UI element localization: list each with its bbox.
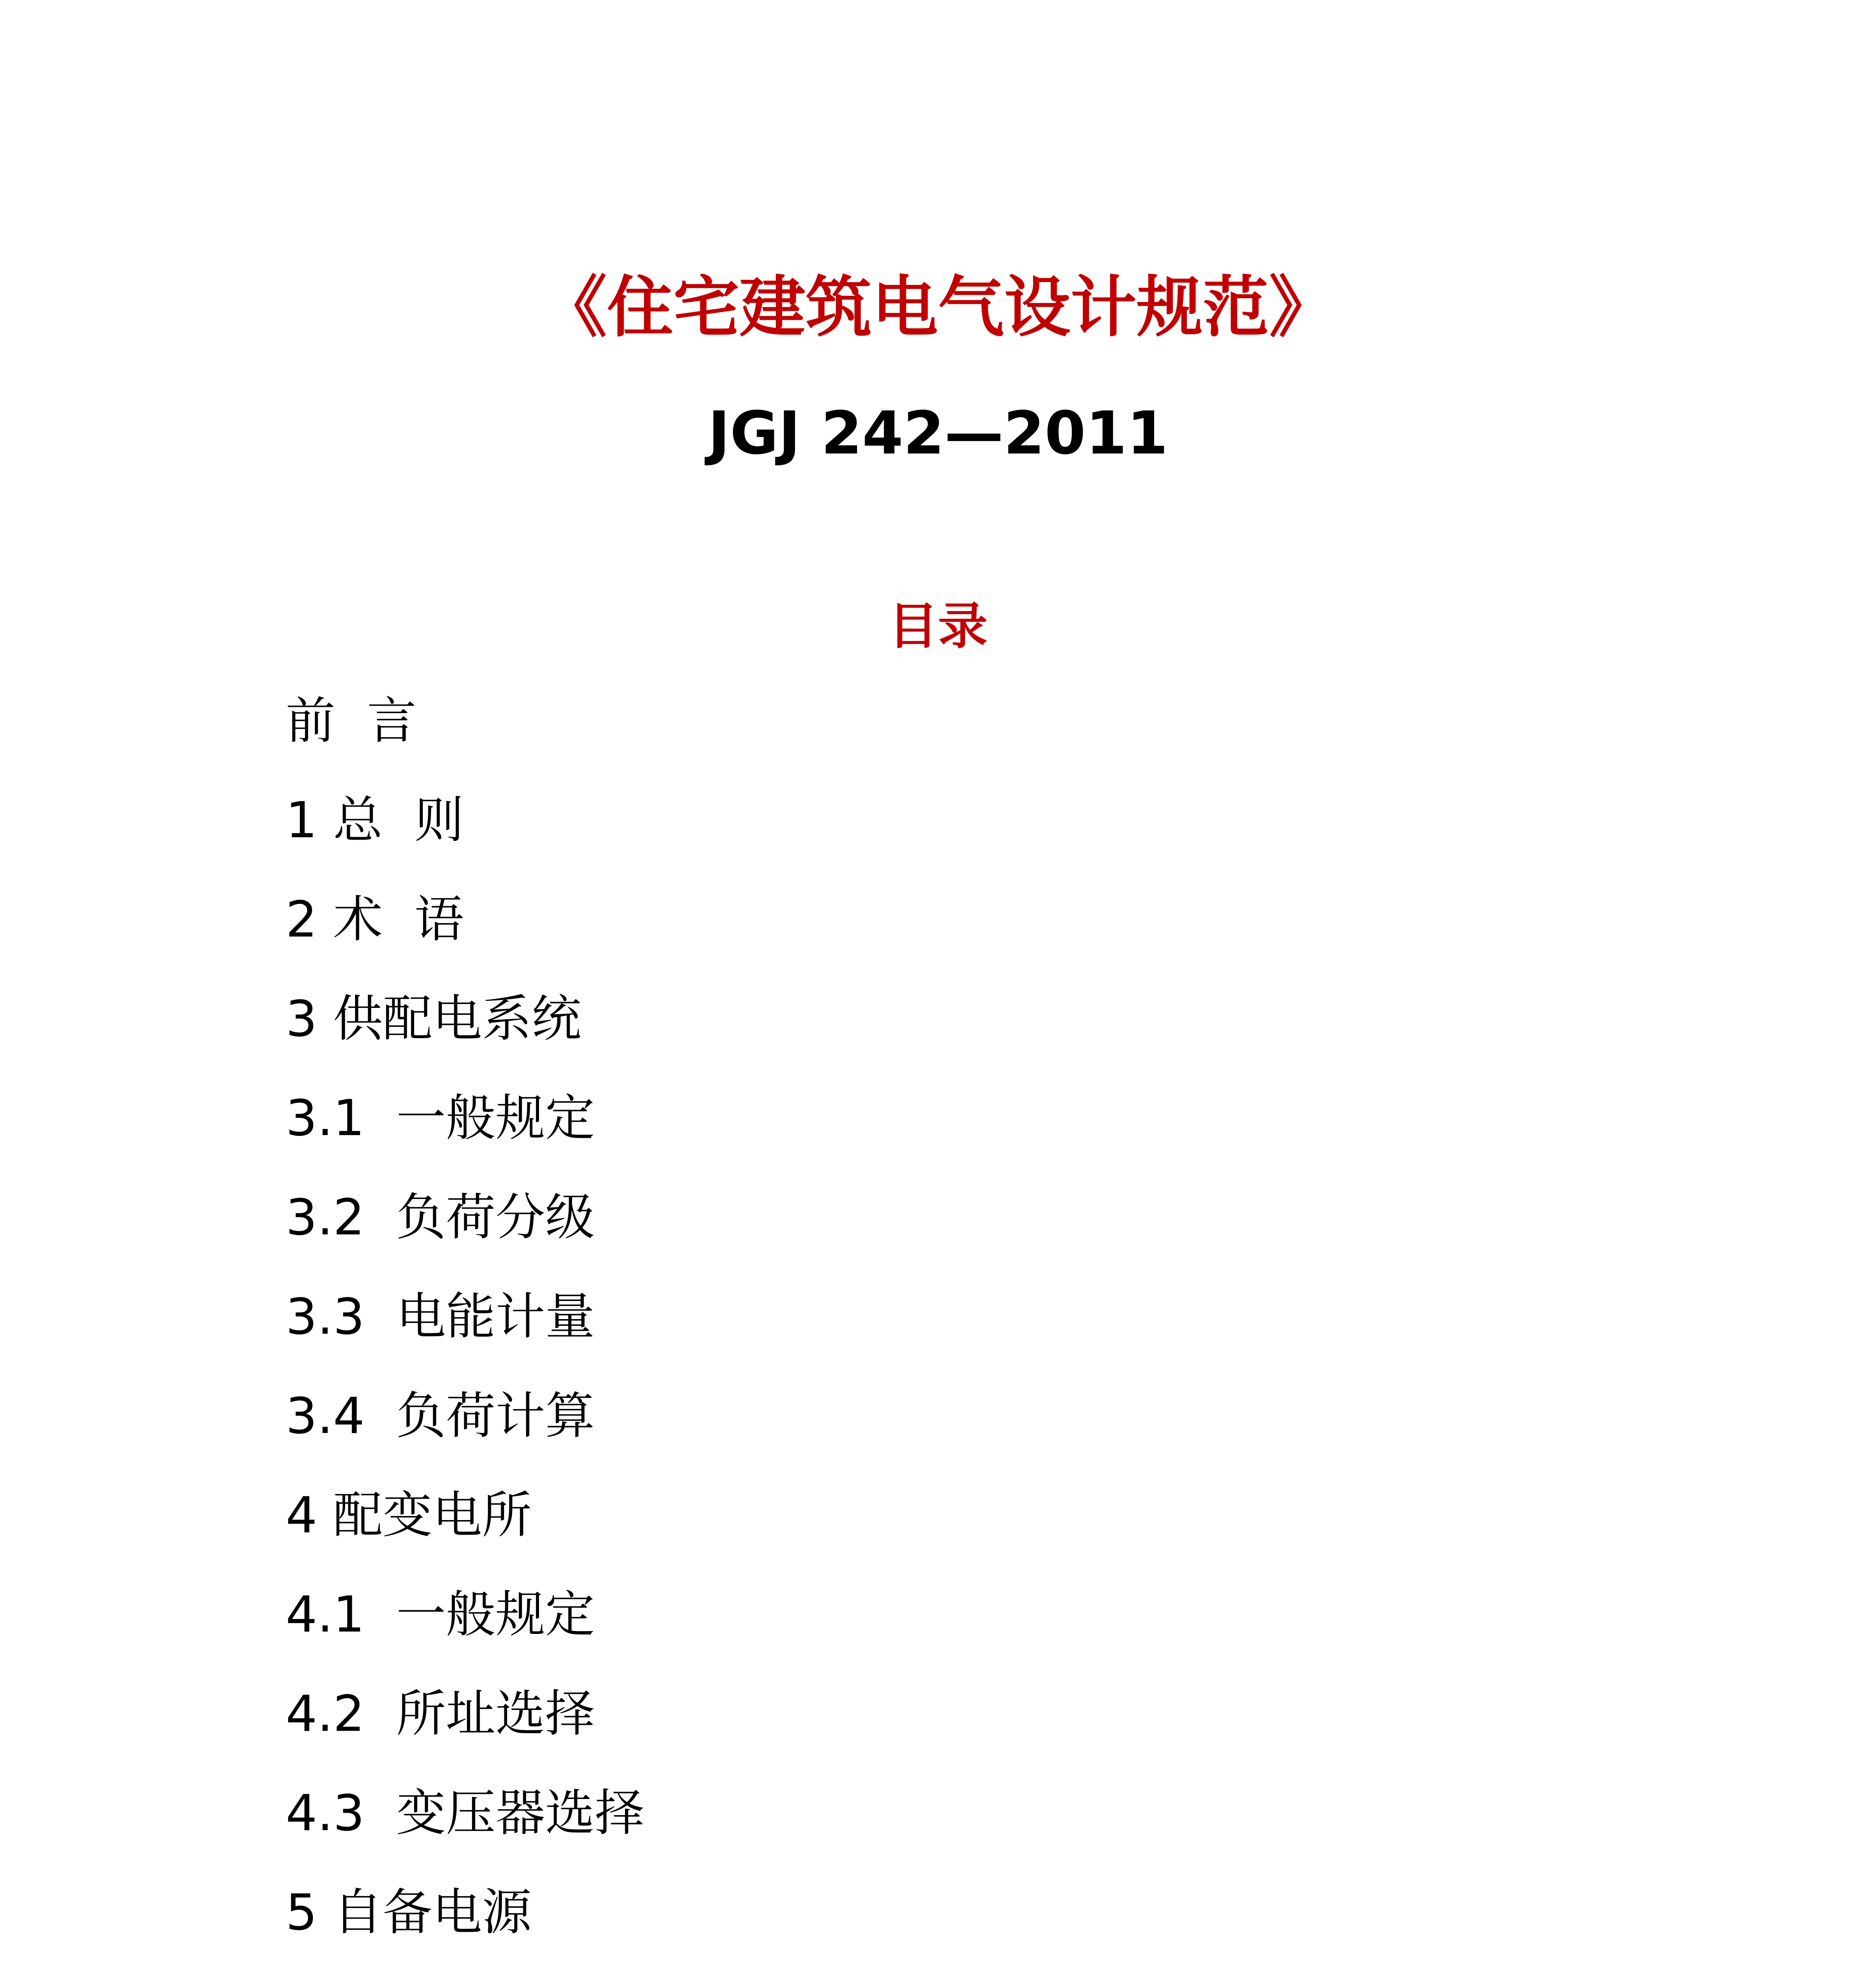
toc-item-1[interactable]: 1 总 则 bbox=[286, 791, 464, 849]
toc-item-4-2[interactable]: 4.2 所址选择 bbox=[286, 1685, 595, 1743]
toc-item-3-4[interactable]: 3.4 负荷计算 bbox=[286, 1387, 595, 1445]
toc-heading: 目录 bbox=[888, 597, 988, 655]
toc-item-3-2[interactable]: 3.2 负荷分级 bbox=[286, 1188, 595, 1246]
standard-code: JGJ 242—2011 bbox=[708, 399, 1168, 468]
toc-item-3-3[interactable]: 3.3 电能计量 bbox=[286, 1288, 595, 1346]
table-of-contents bbox=[286, 690, 1704, 1970]
toc-item-4-1[interactable]: 4.1 一般规定 bbox=[286, 1585, 595, 1643]
toc-item-5[interactable]: 5 自备电源 bbox=[286, 1883, 532, 1941]
toc-item-2[interactable]: 2 术 语 bbox=[286, 890, 464, 948]
toc-item-preface[interactable]: 前 言 bbox=[286, 692, 417, 750]
toc-item-3-1[interactable]: 3.1 一般规定 bbox=[286, 1089, 595, 1147]
toc-item-4[interactable]: 4 配变电所 bbox=[286, 1486, 532, 1544]
toc-item-4-3[interactable]: 4.3 变压器选择 bbox=[286, 1784, 645, 1842]
toc-item-3[interactable]: 3 供配电系统 bbox=[286, 990, 582, 1048]
document-title: 《住宅建筑电气设计规范》 bbox=[541, 269, 1335, 346]
